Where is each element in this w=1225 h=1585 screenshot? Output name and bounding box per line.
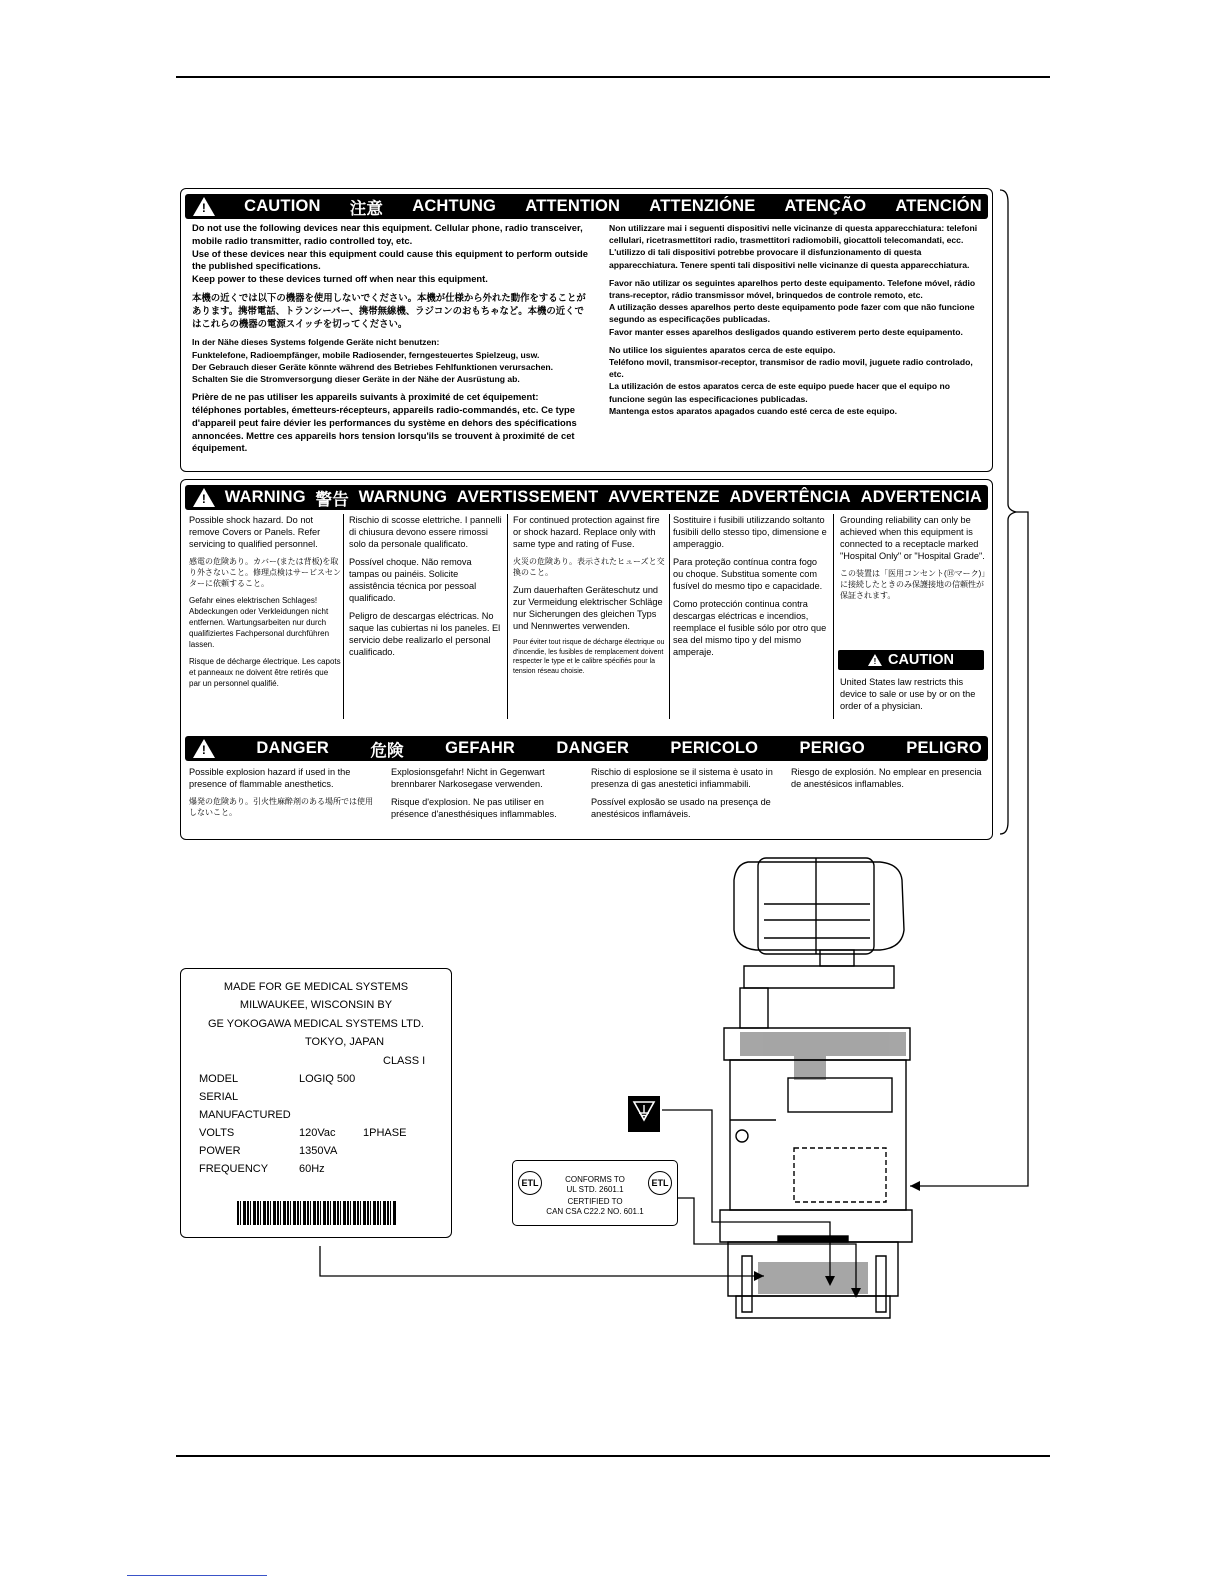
caution-pt-3: Favor manter esses aparelhos desligados quando estiverem perto deste equipamento.: [609, 326, 963, 337]
etl-logo: ETL: [648, 1171, 672, 1195]
caution-es-1: No utilice los siguientes aparatos cerca de este equipo.: [609, 344, 836, 355]
nameplate-label: SERIAL: [199, 1091, 239, 1103]
danger-header-de: GEFAHR: [445, 739, 516, 757]
warning-col4-es: Como protección continua contra descargas eléctricas e incendios, reemplace el fusible sólo por otro que sea del mismo tipo y del mismo amperaje.: [673, 599, 827, 657]
nameplate-value: 60Hz: [299, 1163, 325, 1175]
nameplate-label: POWER: [199, 1145, 241, 1157]
nameplate-value: 1350VA: [299, 1145, 338, 1157]
warning-header-ja: 警告: [315, 490, 349, 509]
leader-lines: [320, 512, 1028, 1288]
danger-col1-en: Possible explosion hazard if used in the presence of flammable anesthetics.: [189, 767, 351, 789]
danger-header-it: PERICOLO: [670, 739, 759, 757]
danger-col2-fr: Risque d'explosion. Ne pas utiliser en présence d'anesthésiques inflammables.: [391, 797, 557, 819]
warning-col2-pt: Possível choque. Não remova tampas ou painéis. Solicite assistência técnica por pessoal qualificado.: [349, 557, 477, 603]
danger-header-es: PELIGRO: [906, 739, 982, 757]
caution-fr: Prière de ne pas utiliser les appareils suivants à proximité de cet équipement: téléphones portables, émetteurs-récepteurs, appareils radio-commandés, etc. Ce type d'appareil peut faire dévier les performances du système en dehors des spécifications annoncées. Mettre ces appareils hors tension lorsqu'ils se trouvent à proximité de cet équipement.: [192, 391, 577, 454]
warning-header-de: WARNUNG: [358, 488, 448, 506]
nameplate-label: VOLTS: [199, 1127, 235, 1139]
nameplate-value-extra: 1PHASE: [363, 1127, 407, 1139]
nameplate-class: CLASS I: [383, 1055, 426, 1067]
nameplate-line-3: GE YOKOGAWA MEDICAL SYSTEMS LTD.: [208, 1018, 424, 1030]
warning-col4-pt: Para proteção contínua contra fogo ou choque. Substitua somente com fusível do mesmo tipo e capacidade.: [673, 557, 823, 591]
nameplate-line-1: MADE FOR GE MEDICAL SYSTEMS: [223, 981, 409, 993]
caution-de-4: Schalten Sie die Stromversorgung dieser Geräte in der Nähe der Ausrüstung ab.: [192, 373, 520, 384]
warning-col2-es: Peligro de descargas eléctricas. No saque las cubiertas ni los paneles. El servicio debe realizarlo el personal cualificado.: [349, 611, 501, 657]
etl-line-3: CERTIFIED TO: [567, 1197, 623, 1206]
danger-col4-es: Riesgo de explosión. No emplear en presencia de anestésicos inflamables.: [791, 767, 982, 789]
base-shading: [740, 1032, 906, 1294]
warning-col3-fr: Pour éviter tout risque de décharge électrique ou d'incendie, les fusibles de remplacement doivent respecter le type et le calibre spécifiés pour la tension réseau choisie.: [513, 639, 665, 675]
caution-es-2: Teléfono movil, transmisor-receptor, transmisor de radio movil, juguete radio controlado, etc.: [609, 357, 973, 380]
bottom-rule: [176, 1455, 1050, 1457]
danger-col3-pt: Possível explosão se usado na presença de anestésicos inflamáveis.: [591, 797, 771, 819]
nameplate-value: 120Vac: [299, 1127, 336, 1139]
danger-header-pt: PERIGO: [799, 739, 865, 757]
caution-header-ja: 注意: [349, 199, 384, 218]
caution-en-3: Keep power to these devices turned off when near this equipment.: [192, 273, 488, 285]
caution-header-it: ATTENZIÓNE: [649, 197, 756, 215]
danger-col3-it: Rischio di esplosione se il sistema è usato in presenza di gas anestetici infiammabili.: [591, 767, 773, 789]
caution-pt-1: Favor não utilizar os seguintes aparelhos perto deste equipamento. Telefone móvel, rádio trans-receptor, rádio transmissor móvel, brinquedos de controle remoto, etc.: [609, 277, 976, 301]
warning-header-es: ADVERTENCIA: [860, 488, 982, 506]
warning-col3-ja: 火災の危険あり。表示されたヒューズと交換のこと。: [513, 557, 665, 577]
warning-col1-fr: Risque de décharge électrique. Les capots et panneaux ne doivent être retirés que par un personnel qualifié.: [189, 657, 341, 688]
warning-header-pt: ADVERTÊNCIA: [729, 488, 851, 506]
caution-pt-2: A utilização desses aparelhos perto deste equipamento pode fazer com que não funcione segundo as especificações publicadas.: [609, 302, 975, 325]
caution-header-en: CAUTION: [244, 197, 321, 215]
ultrasound-system-drawing: [720, 858, 912, 1318]
warning-header-fr: AVERTISSEMENT: [456, 488, 599, 506]
etl-line-4: CAN CSA C22.2 NO. 601.1: [546, 1207, 644, 1216]
caution-en-2: Use of these devices near this equipment could cause this equipment to perform outside the published specifications.: [192, 247, 588, 272]
danger-header-en: DANGER: [256, 739, 330, 757]
physician-caution-label: CAUTION: [887, 652, 955, 668]
nameplate-label: MODEL: [199, 1073, 239, 1085]
caution-es-3: La utilización de estos aparatos cerca de este equipo puede hacer que el equipo no funcione según las especificaciones publicadas.: [609, 381, 950, 404]
caution-it: Non utilizzare mai i seguenti dispositivi nelle vicinanze di questa apparecchiatura: telefoni cellulari, ricetrasmettitori radio, trasmettitori radiomobili, giocattoli telecomandati, ecc. L'utilizzo di tali dispositivi potrebbe provocare il disfunzionamento di questa apparecchiatura. Tenere spenti tali dispositivi nelle vicinanze di questa apparecchiatura.: [609, 223, 978, 270]
caution-de-3: Der Gebrauch dieser Geräte könnte während des Betriebes Fehlfunktionen verursachen.: [192, 361, 554, 372]
warning-col5-ja: この装置は「医用コンセント(Ⓗマーク)」に接続したときのみ保護接地の信頼性が保証されます。: [840, 569, 986, 600]
etl-logo: ETL: [518, 1171, 542, 1195]
nameplate-line-2: MILWAUKEE, WISCONSIN BY: [239, 999, 393, 1011]
danger-col1-ja: 爆発の危険あり。引火性麻酔剤のある場所では使用しないこと。: [189, 797, 373, 817]
etl-line-2: UL STD. 2601.1: [566, 1185, 624, 1194]
caution-ja: 本機の近くでは以下の機器を使用しないでください。本機が仕様から外れた動作をすることがあります。携帯電話、トランシーバー、携帯無線機、ラジコンのおもちゃなど。本機の近くではこれらの機器の電源スイッチを切ってください。: [192, 291, 586, 329]
caution-es-4: Mantenga estos aparatos apagados cuando esté cerca de este equipo.: [609, 405, 897, 416]
danger-col2-de: Explosionsgefahr! Nicht in Gegenwart brennbarer Narkosegase verwenden.: [391, 767, 545, 789]
nameplate-label: MANUFACTURED: [199, 1109, 291, 1121]
warning-col5-en: Grounding reliability can only be achieved when this equipment is connected to a receptacle marked "Hospital Only" or "Hospital Grade".: [840, 515, 985, 561]
warning-col4-it: Sostituire i fusibili utilizzando soltanto fusibili dello stesso tipo, dimensione e amperaggio.: [673, 515, 827, 549]
warning-col3-en: For continued protection against fire or shock hazard. Replace only with same type and rating of Fuse.: [513, 515, 660, 549]
caution-en-1: Do not use the following devices near this equipment. Cellular phone, radio transceiver, mobile radio transmitter, radio controlled toy, etc.: [192, 222, 583, 246]
danger-header-ja: 危険: [370, 741, 404, 760]
warning-header-it: AVVERTENZE: [608, 488, 720, 506]
caution-header-fr: ATTENTION: [525, 197, 621, 215]
nameplate-line-4: TOKYO, JAPAN: [305, 1036, 385, 1048]
warning-col1-en: Possible shock hazard. Do not remove Covers or Panels. Refer servicing to qualified personnel.: [189, 515, 321, 549]
etl-line-1: CONFORMS TO: [565, 1175, 625, 1184]
warning-col1-de: Gefahr eines elektrischen Schlages! Abdeckungen oder Verkleidungen nicht entfernen. Wartungsarbeiten nur durch qualifiziertes Fachpersonal durchführen lassen.: [189, 596, 330, 649]
nameplate-label: FREQUENCY: [199, 1163, 269, 1175]
warning-col3-de: Zum dauerhaften Geräteschutz und zur Vermeidung elektrischer Schläge nur Sicherungen des gleichen Typs und Nennwertes verwenden.: [513, 585, 663, 631]
caution-header-es: ATENCIÓN: [895, 197, 982, 215]
caution-header-pt: ATENÇÃO: [784, 197, 867, 215]
nameplate-value: LOGIQ 500: [299, 1073, 356, 1085]
caution-de-2: Funktelefone, Radioempfänger, mobile Radiosender, ferngesteuertes Spielzeug, usw.: [192, 349, 540, 360]
warning-header-en: WARNING: [224, 488, 306, 506]
caution-de-1: In der Nähe dieses Systems folgende Geräte nicht benutzen:: [192, 337, 440, 348]
footer-link-underline: [127, 1575, 267, 1576]
caution-header-de: ACHTUNG: [412, 197, 497, 215]
warning-col2-it: Rischio di scosse elettriche. I pannelli di chiusura devono essere rimossi solo da personale qualificato.: [349, 515, 502, 549]
physician-caution-text: United States law restricts this device to sale or use by or on the order of a physician.: [840, 677, 976, 711]
danger-header-fr: DANGER: [556, 739, 630, 757]
warning-col1-ja: 感電の危険あり。カバー(または背板)を取り外さないこと。修理点検はサービスセンターに依頼すること。: [189, 557, 341, 588]
